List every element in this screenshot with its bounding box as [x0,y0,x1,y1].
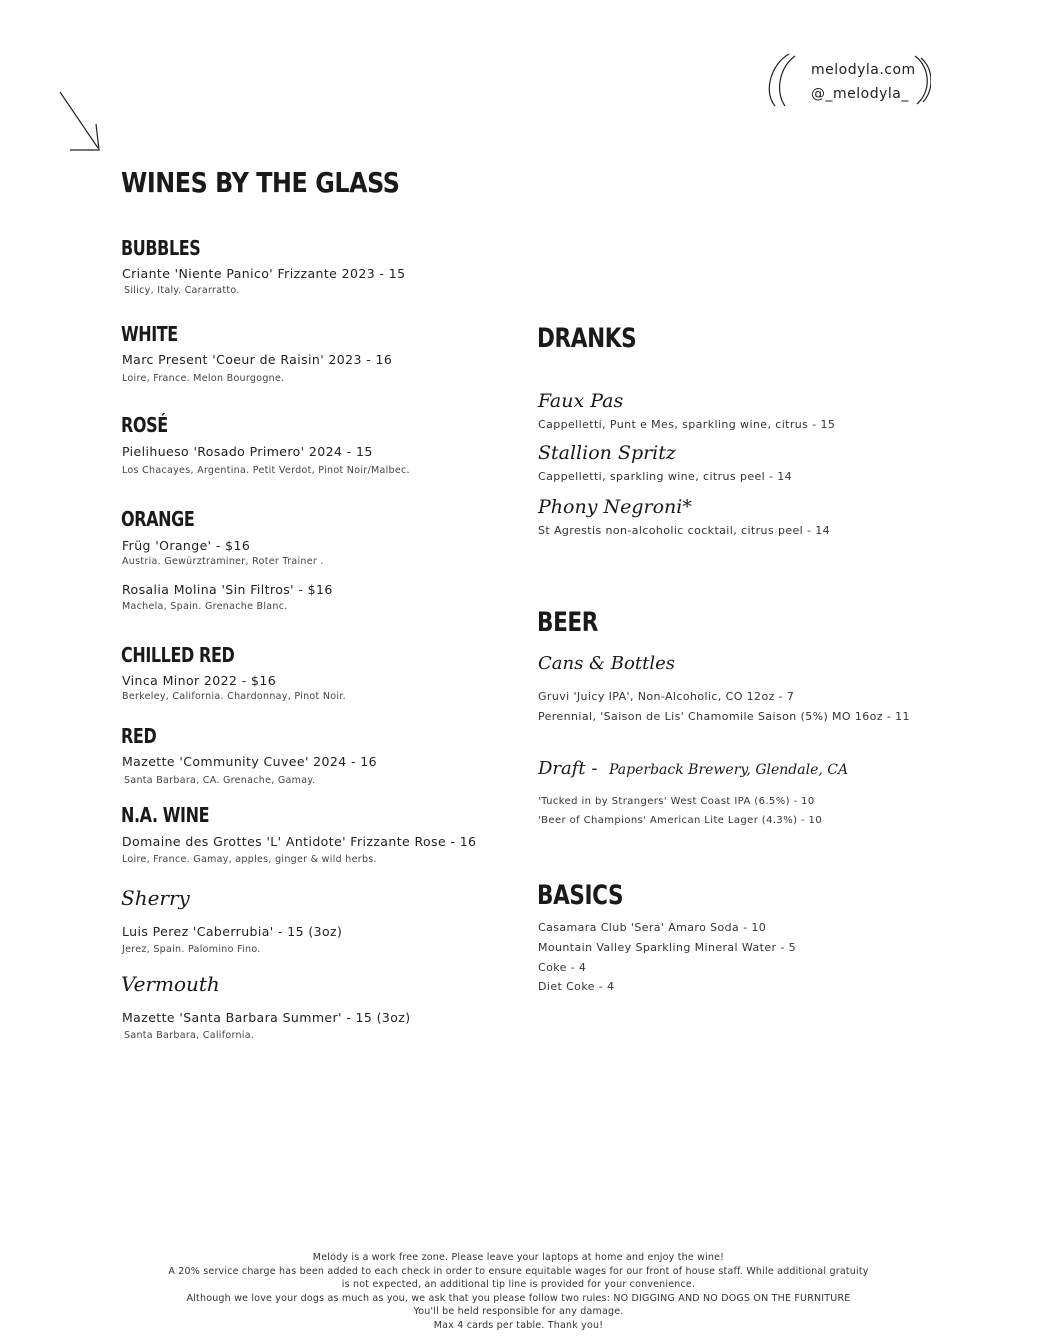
basics-item: Mountain Valley Sparkling Mineral Water - 5 [538,941,796,954]
wine-item: Mazette 'Santa Barbara Summer' - 15 (3oz) [122,1010,411,1025]
basics-item: Coke - 4 [538,961,587,974]
wine-item: Mazette 'Community Cuvee' 2024 - 16 [122,754,377,769]
section-orange-heading: ORANGE [121,507,195,531]
section-vermouth-heading: Vermouth [121,972,220,996]
footer-notice [160,1251,877,1333]
wine-item-detail: Loire, France. Gamay, apples, ginger & wild herbs. [122,854,377,865]
section-rose-heading: ROSÉ [121,413,168,437]
section-white-heading: WHITE [121,322,178,346]
wine-item: Pielihueso 'Rosado Primero' 2024 - 15 [122,444,373,459]
basics-item: Diet Coke - 4 [538,980,615,993]
drink-name: Faux Pas [538,390,624,412]
footer-line: A 20% service charge has been added to each check in order to ensure equitable wages for our front of house staff. While additional gratuity [168,1265,869,1277]
beer-item: 'Tucked in by Strangers' West Coast IPA (6.5%) - 10 [538,796,815,807]
drink-desc: St Agrestis non-alcoholic cocktail, citrus peel - 14 [538,524,831,537]
footer-line: You'll be held responsible for any damage. [413,1306,624,1318]
wine-item: Luis Perez 'Caberrubia' - 15 (3oz) [122,924,343,939]
footer-line: Although we love your dogs as much as you, we ask that you please follow two rules: NO DIGGING AND NO DOGS ON THE FURNITURE [186,1292,851,1304]
section-beer-heading: BEER [537,607,599,638]
wine-item-detail: Silicy, Italy. Cararratto. [124,285,240,296]
wine-item-detail: Jerez, Spain. Palomino Fino. [122,944,261,955]
wine-item-detail: Los Chacayes, Argentina. Petit Verdot, Pinot Noir/Malbec. [122,465,410,476]
drink-desc: Cappelletti, sparkling wine, citrus peel - 14 [538,470,793,483]
down-right-arrow-icon [56,88,106,158]
wine-item-detail: Santa Barbara, CA. Grenache, Gamay. [124,775,316,786]
wine-item-detail: Austria. Gewürztraminer, Roter Trainer . [122,556,324,567]
section-bubbles-heading: BUBBLES [121,236,201,260]
wine-item: Criante 'Niente Panico' Frizzante 2023 - 15 [122,266,406,281]
brand-handle[interactable]: @_melodyla_ [811,86,909,102]
section-chilled-red-heading: CHILLED RED [121,643,235,667]
beer-item: 'Beer of Champions' American Lite Lager (4.3%) - 10 [538,815,823,826]
wine-item-detail: Santa Barbara, California. [124,1030,255,1041]
wine-item-detail: Loire, France. Melon Bourgogne. [122,373,285,384]
beer-item: Perennial, 'Saison de Lis' Chamomile Saison (5%) MO 16oz - 11 [538,710,910,723]
section-dranks-heading: DRANKS [537,323,637,354]
draft-heading: Draft - [538,758,598,779]
beer-item: Gruvi 'Juicy IPA', Non-Alcoholic, CO 12oz - 7 [538,690,795,703]
section-na-wine-heading: N.A. WINE [121,803,210,827]
section-basics-heading: BASICS [537,880,624,911]
section-red-heading: RED [121,724,157,748]
basics-item: Casamara Club 'Sera' Amaro Soda - 10 [538,921,767,934]
drink-desc: Cappelletti, Punt e Mes, sparkling wine, citrus - 15 [538,418,836,431]
brand-block [765,52,931,108]
section-sherry-heading: Sherry [121,886,190,910]
wine-item: Marc Present 'Coeur de Raisin' 2023 - 16 [122,352,393,367]
wine-item-detail: Machela, Spain. Grenache Blanc. [122,601,288,612]
footer-line: Max 4 cards per table. Thank you! [433,1319,604,1331]
footer-line: Melody is a work free zone. Please leave your laptops at home and enjoy the wine! [312,1252,725,1263]
wine-item: Vinca Minor 2022 - $16 [122,673,277,688]
drink-name: Stallion Spritz [538,442,676,464]
cans-bottles-heading: Cans & Bottles [538,653,675,674]
wine-item-detail: Berkeley, California. Chardonnay, Pinot Noir. [122,691,347,702]
wine-item: Domaine des Grottes 'L' Antidote' Frizzante Rose - 16 [122,834,477,849]
page-title: WINES BY THE GLASS [121,166,400,199]
draft-brewery: Paperback Brewery, Glendale, CA [609,762,849,778]
wine-item: Früg 'Orange' - $16 [122,538,251,553]
wine-item: Rosalia Molina 'Sin Filtros' - $16 [122,582,333,597]
drink-name: Phony Negroni* [538,496,692,518]
brand-website[interactable]: melodyla.com [811,62,916,78]
footer-line: is not expected, an additional tip line is provided for your convenience. [341,1279,696,1291]
